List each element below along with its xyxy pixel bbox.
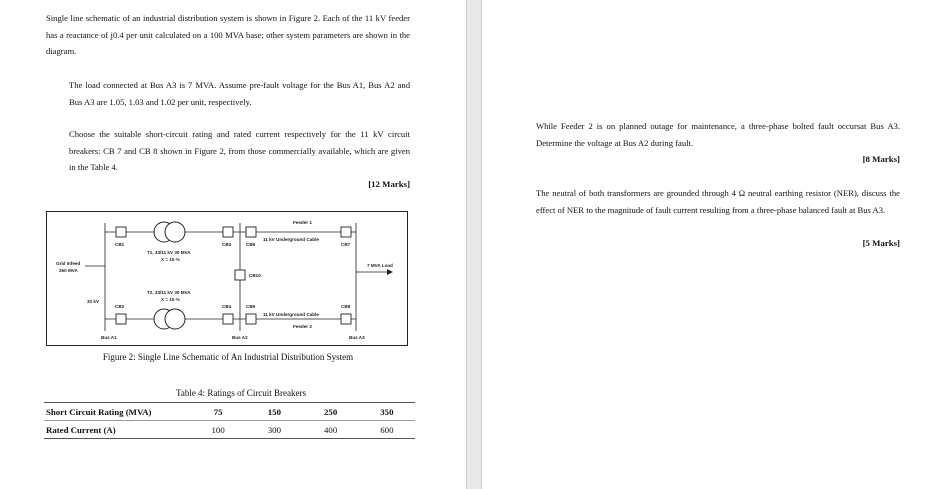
load-paragraph: The load connected at Bus A3 is 7 MVA. Assume pre-fault voltage for the Bus A1, Bus A2 and Bus A3 are 1.05, 1.03 and 1.02 per unit, respectively. [69, 80, 410, 107]
cb4-box [223, 314, 233, 324]
table-cell: 350 [359, 403, 415, 421]
row-label-short-circuit: Short Circuit Rating (MVA) [44, 403, 190, 421]
cb8-box [341, 314, 351, 324]
table-cell: 75 [190, 403, 246, 421]
load-arrow-icon [387, 269, 393, 275]
t1-rating-label: T1, 33/11 kV 30 MVA [147, 250, 191, 255]
cb3-label: CB3 [222, 242, 232, 247]
bus-a1-label: Bus A1 [101, 335, 117, 340]
ner-marks: [5 Marks] [862, 238, 900, 248]
cb5-box [246, 227, 256, 237]
feeder2-label: Feeder 2 [293, 324, 312, 329]
cb10-box [235, 270, 245, 280]
t1-reactance-label: X = 15 % [161, 257, 180, 262]
fault-marks: [8 Marks] [862, 154, 900, 164]
figure-caption: Figure 2: Single Line Schematic of An Industrial Distribution System [102, 352, 354, 362]
cb2-box [116, 314, 126, 324]
question-marks: [12 Marks] [368, 179, 410, 189]
schematic-svg [47, 212, 409, 347]
single-line-diagram [46, 211, 408, 346]
table-cell: 600 [359, 421, 415, 439]
table-row [44, 403, 415, 421]
right-page [482, 0, 935, 489]
grid-infeed-label-2: 250 MVA [59, 268, 78, 273]
bus-a3-label: Bus A3 [349, 335, 365, 340]
row-label-rated-current: Rated Current (A) [44, 421, 190, 439]
table-cell: 400 [303, 421, 359, 439]
t2-winding-2 [165, 309, 185, 329]
fault-paragraph: While Feeder 2 is on planned outage for maintenance, a three-phase bolted fault occursat Bus A3. Determine the voltage at Bus A2 during fault. [536, 121, 900, 148]
table-cell: 250 [303, 403, 359, 421]
table-row [44, 421, 415, 439]
grid-infeed-label-1: Grid Infeed [56, 261, 81, 266]
left-page [0, 0, 466, 489]
table-cell: 150 [246, 403, 302, 421]
table-cell: 300 [246, 421, 302, 439]
cable-bottom-label: 11 kV Underground Cable [263, 312, 319, 317]
cb3-box [223, 227, 233, 237]
table-cell: 100 [190, 421, 246, 439]
load-label: 7 MVA Load [367, 263, 393, 268]
cb2-label: CB2 [115, 304, 125, 309]
cb1-box [116, 227, 126, 237]
cb4-label: CB4 [222, 304, 232, 309]
cb1-label: CB1 [115, 242, 125, 247]
voltage-33kv-label: 33 kV [87, 299, 100, 304]
cb8-label: CB8 [341, 304, 351, 309]
cable-top-label: 11 kV Underground Cable [263, 237, 319, 242]
breaker-ratings-table [44, 402, 415, 439]
cb10-label: CB10 [249, 273, 261, 278]
cb6-box [246, 314, 256, 324]
cb5-label: CB5 [246, 242, 256, 247]
bus-a2-label: Bus A2 [232, 335, 248, 340]
cb6-label: CB6 [246, 304, 256, 309]
intro-paragraph: Single line schematic of an industrial distribution system is shown in Figure 2. Each of the 11 kV feeder has a reactance of j0.4 per unit calculated on a 100 MVA base; other system parameters are shown in the diagram. [46, 13, 410, 56]
page-gap-scroll-area [466, 0, 482, 489]
t2-reactance-label: X = 15 % [161, 297, 180, 302]
cb7-box [341, 227, 351, 237]
table-caption: Table 4: Ratings of Circuit Breakers [175, 388, 307, 398]
t2-rating-label: T2, 33/11 kV 30 MVA [147, 290, 191, 295]
cb7-label: CB7 [341, 242, 351, 247]
ner-paragraph: The neutral of both transformers are grounded through 4 Ω neutral earthing resistor (NER), discuss the effect of NER to the magnitude of fault current resulting from a three-phase balanced fault at Bus A3. [536, 188, 900, 215]
t1-winding-2 [165, 222, 185, 242]
question-paragraph: Choose the suitable short-circuit rating and rated current respectively for the 11 kV circuit breakers: CB 7 and CB 8 shown in Figure 2, from those commercially available, which are given in the Table 4. [69, 129, 410, 172]
feeder1-label: Feeder 1 [293, 220, 312, 225]
